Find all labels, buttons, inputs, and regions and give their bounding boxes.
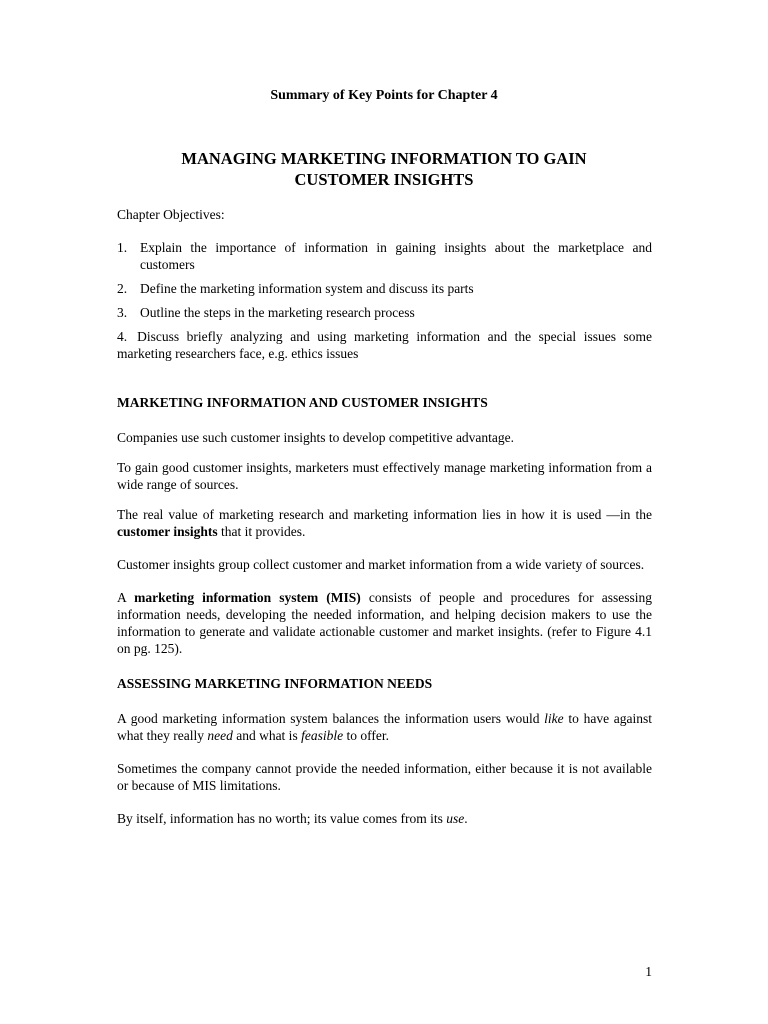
page-number: 1	[645, 964, 652, 979]
chapter-title-line-2: CUSTOMER INSIGHTS	[294, 170, 474, 189]
objective-number: 4.	[117, 329, 128, 344]
paragraph-text: The real value of marketing research and marketing information lies in how it is used —in the	[117, 507, 652, 522]
paragraph-italic-term: need	[207, 728, 233, 743]
paragraph-text: consists of people and procedures for assessing information needs, developing the needed information, and helping decision makers to use the information to generate and validate actionable customer and market insights. (refer to Figure 4.1 on pg. 125).	[117, 590, 652, 656]
paragraph-text: to have against what they really	[117, 711, 652, 743]
paragraph-text: and what is	[232, 728, 302, 743]
paragraph	[117, 710, 652, 744]
paragraph: Customer insights group collect customer and market information from a wide variety of sources.	[117, 557, 645, 572]
paragraph-bold-term: marketing information system (MIS)	[134, 590, 361, 605]
paragraph-italic-term: use	[446, 811, 465, 826]
paragraph-text: A	[117, 590, 135, 605]
summary-heading: Summary of Key Points for Chapter 4	[270, 88, 498, 103]
objective-text: Outline the steps in the marketing research process	[140, 305, 415, 320]
chapter-title-line-1: MANAGING MARKETING INFORMATION TO GAIN	[181, 149, 587, 168]
section-heading: ASSESSING MARKETING INFORMATION NEEDS	[117, 676, 433, 691]
objective-item	[117, 280, 652, 297]
paragraph-text: to offer.	[343, 728, 389, 743]
paragraph-text: A good marketing information system balances the information users would	[117, 711, 545, 726]
paragraph	[117, 506, 652, 540]
objective-item	[117, 239, 652, 273]
objective-text: Define the marketing information system and discuss its parts	[140, 281, 474, 296]
objective-text: Discuss briefly analyzing and using marketing information and the special issues some marketing researchers face, e.g. ethics issues	[117, 329, 652, 361]
objective-item	[117, 328, 652, 362]
objectives-label: Chapter Objectives:	[117, 207, 225, 222]
paragraph-text: that it provides.	[217, 524, 306, 539]
paragraph: Companies use such customer insights to develop competitive advantage.	[117, 430, 515, 445]
paragraph-text: By itself, information has no worth; its value comes from its	[117, 811, 447, 826]
paragraph-text: .	[464, 811, 468, 826]
paragraph-bold-term: customer insights	[117, 524, 218, 539]
objective-text: Explain the importance of information in gaining insights about the marketplace and customers	[140, 240, 652, 272]
chapter-title	[0, 148, 768, 190]
objectives-list	[117, 239, 652, 321]
objective-number: 3.	[117, 305, 128, 320]
section-heading: MARKETING INFORMATION AND CUSTOMER INSIGHTS	[117, 395, 488, 410]
paragraph-italic-term: feasible	[301, 728, 344, 743]
paragraph	[117, 810, 652, 827]
objective-number: 2.	[117, 281, 128, 296]
paragraph-italic-term: like	[544, 711, 564, 726]
paragraph: Sometimes the company cannot provide the needed information, either because it is not available or because of MIS limitations.	[117, 761, 652, 793]
paragraph: To gain good customer insights, marketers must effectively manage marketing information from a wide range of sources.	[117, 460, 652, 492]
objective-number: 1.	[117, 240, 128, 255]
objective-item	[117, 304, 652, 321]
paragraph	[117, 589, 652, 657]
document-body	[117, 206, 652, 827]
